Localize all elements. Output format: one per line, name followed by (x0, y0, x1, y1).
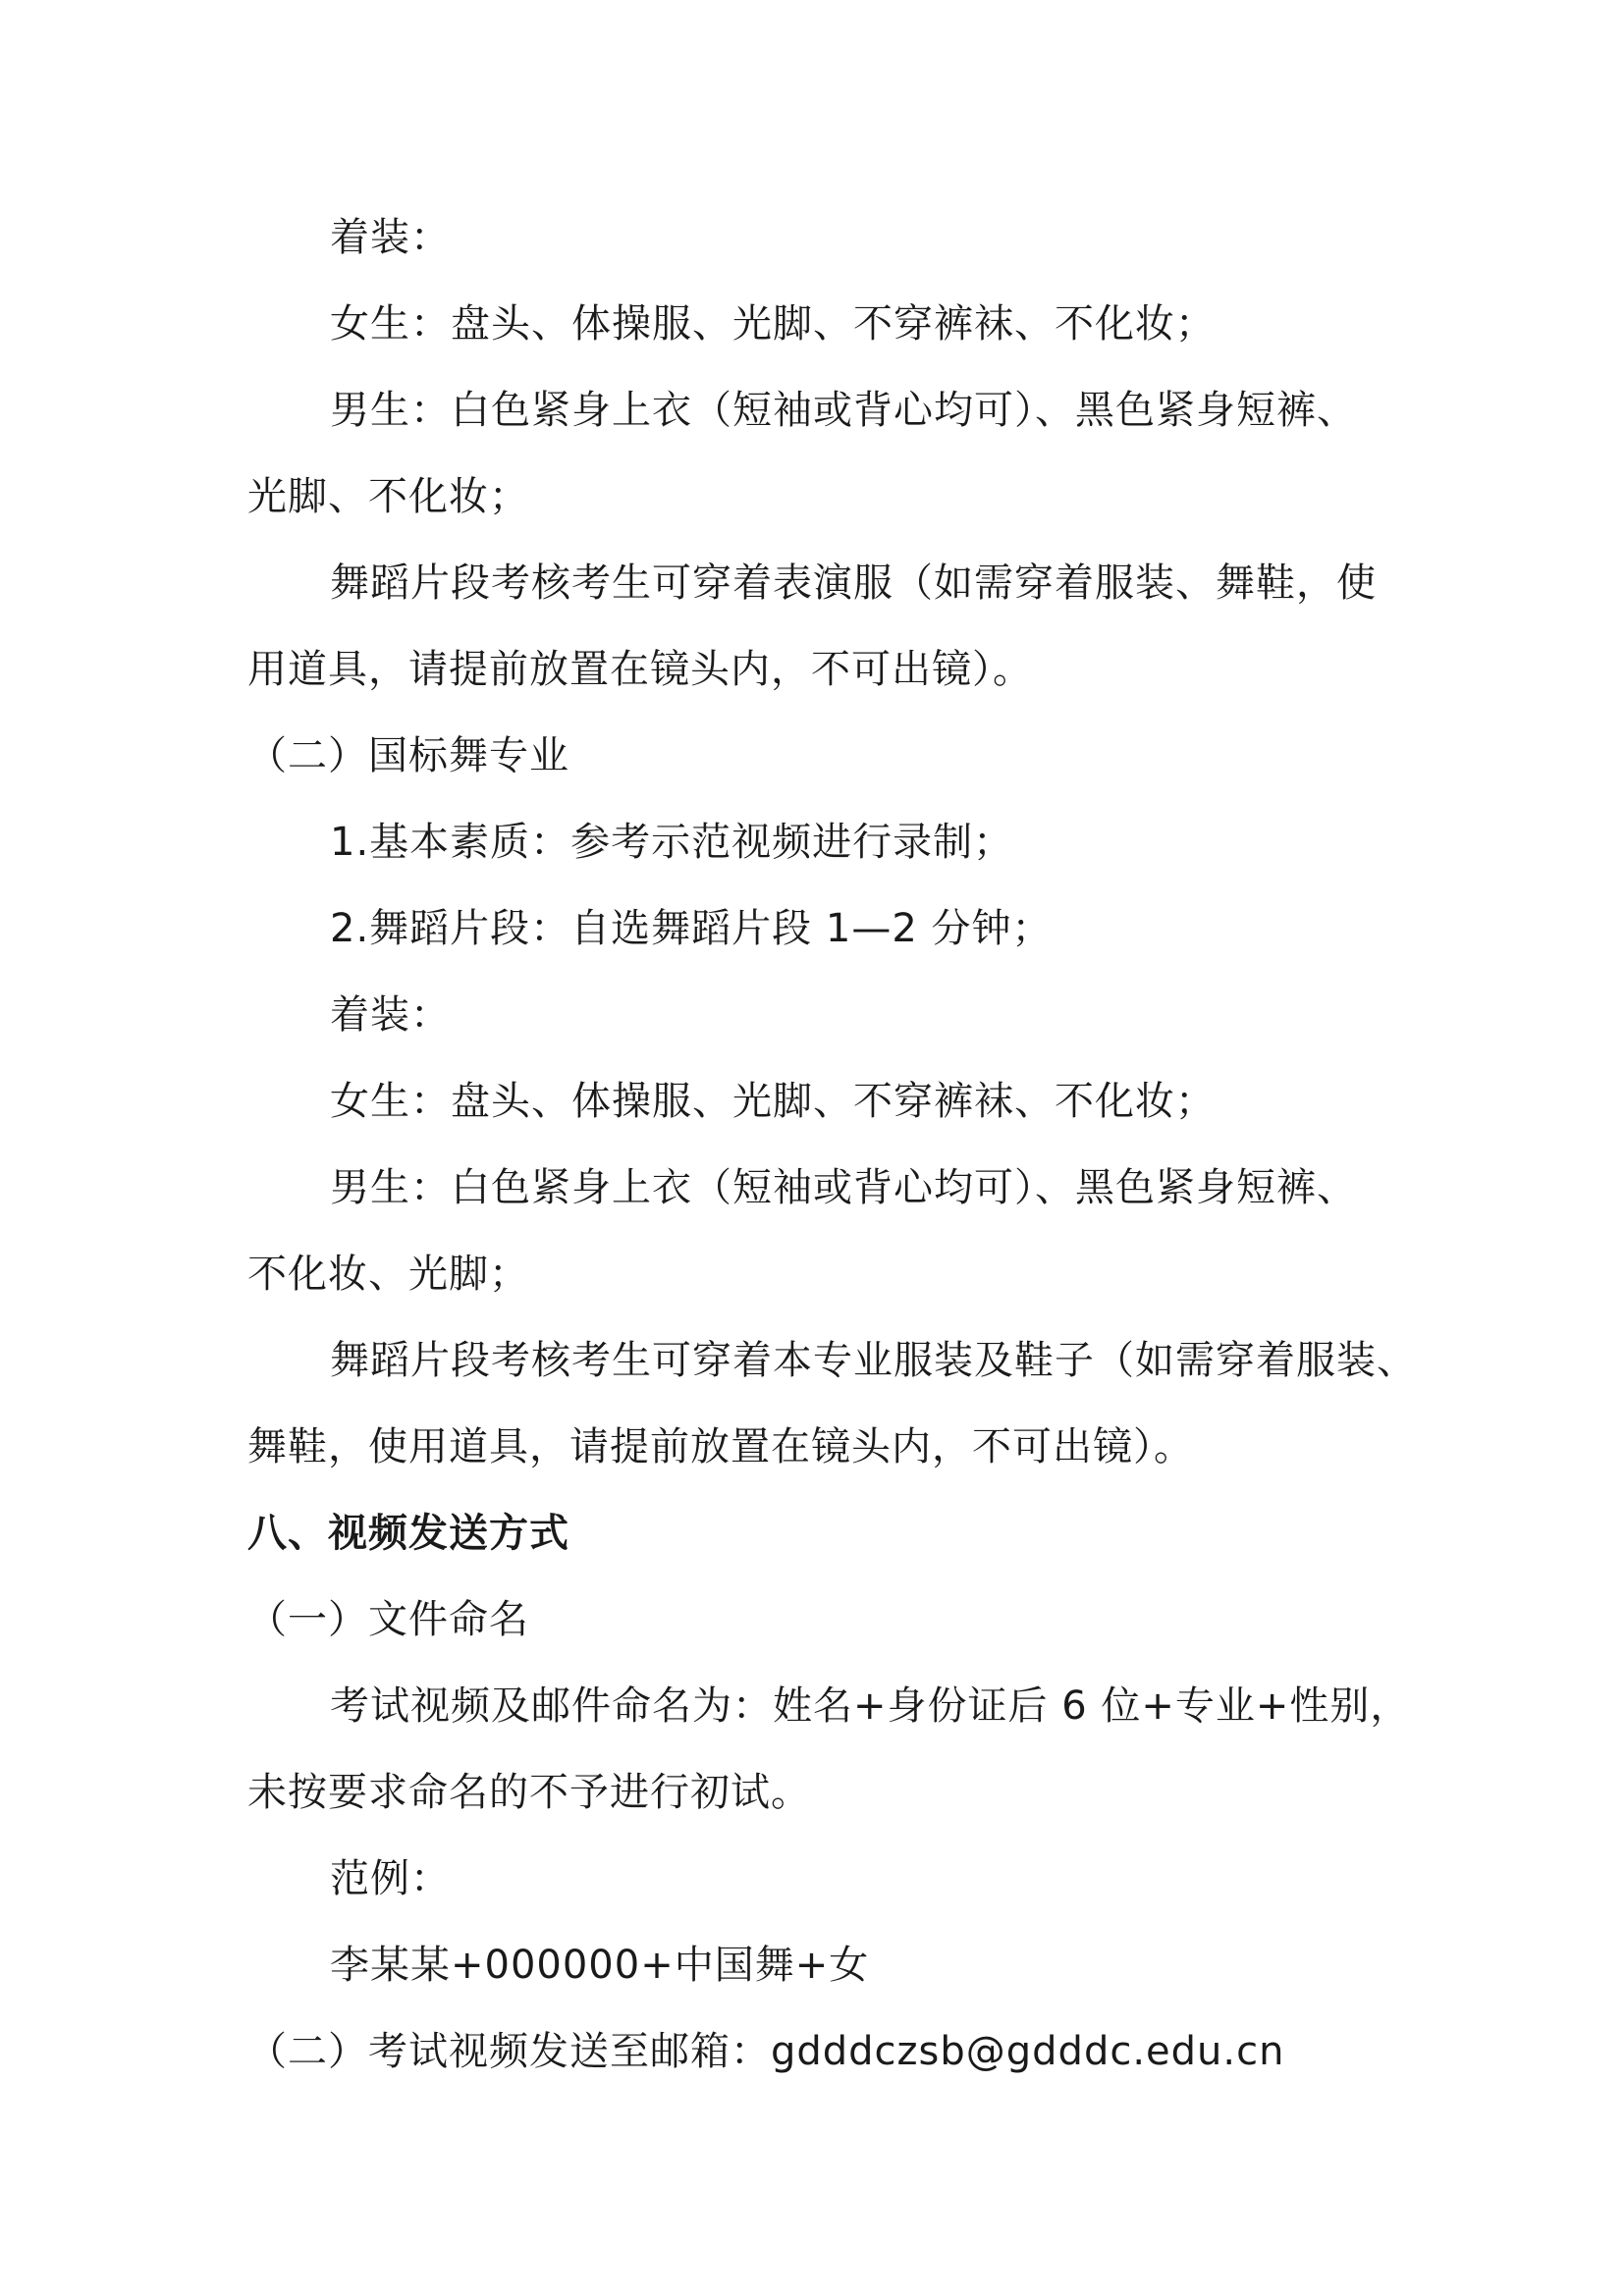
costume-note-1-cont: 用道具，请提前放置在镜头内，不可出镜）。 (247, 647, 1033, 692)
costume-note-1: 舞蹈片段考核考生可穿着表演服（如需穿着服装、舞鞋，使 (330, 561, 1377, 606)
male-attire-1-cont: 光脚、不化妆； (247, 474, 529, 519)
example-label: 范例： (330, 1856, 451, 1901)
naming-rule-cont: 未按要求命名的不予进行初试。 (247, 1770, 811, 1815)
female-attire-1: 女生：盘头、体操服、光脚、不穿裤袜、不化妆； (330, 301, 1216, 347)
male-attire-1: 男生：白色紧身上衣（短袖或背心均可）、黑色紧身短裤、 (330, 388, 1357, 433)
attire-label-1: 着装： (330, 215, 451, 260)
naming-rule: 考试视频及邮件命名为：姓名+身份证后 6 位+专业+性别， (330, 1683, 1411, 1729)
costume-note-2: 舞蹈片段考核考生可穿着本专业服装及鞋子（如需穿着服装、 (330, 1338, 1417, 1383)
section-ballroom-heading: （二）国标舞专业 (247, 733, 569, 778)
section-video-submission-heading: 八、视频发送方式 (247, 1511, 569, 1556)
attire-label-2: 着装： (330, 992, 451, 1038)
dance-segment-item: 2.舞蹈片段：自选舞蹈片段 1—2 分钟； (330, 906, 1053, 951)
example-value: 李某某+000000+中国舞+女 (330, 1943, 870, 1988)
basic-quality-item: 1.基本素质：参考示范视频进行录制； (330, 820, 1014, 865)
male-attire-2: 男生：白色紧身上衣（短袖或背心均可）、黑色紧身短裤、 (330, 1165, 1357, 1210)
female-attire-2: 女生：盘头、体操服、光脚、不穿裤袜、不化妆； (330, 1079, 1216, 1124)
costume-note-2-cont: 舞鞋，使用道具，请提前放置在镜头内，不可出镜）。 (247, 1424, 1194, 1469)
male-attire-2-cont: 不化妆、光脚； (247, 1252, 529, 1297)
email-instruction: （二）考试视频发送至邮箱：gdddczsb@gdddc.edu.cn (247, 2029, 1285, 2074)
subsection-file-naming: （一）文件命名 (247, 1597, 529, 1642)
